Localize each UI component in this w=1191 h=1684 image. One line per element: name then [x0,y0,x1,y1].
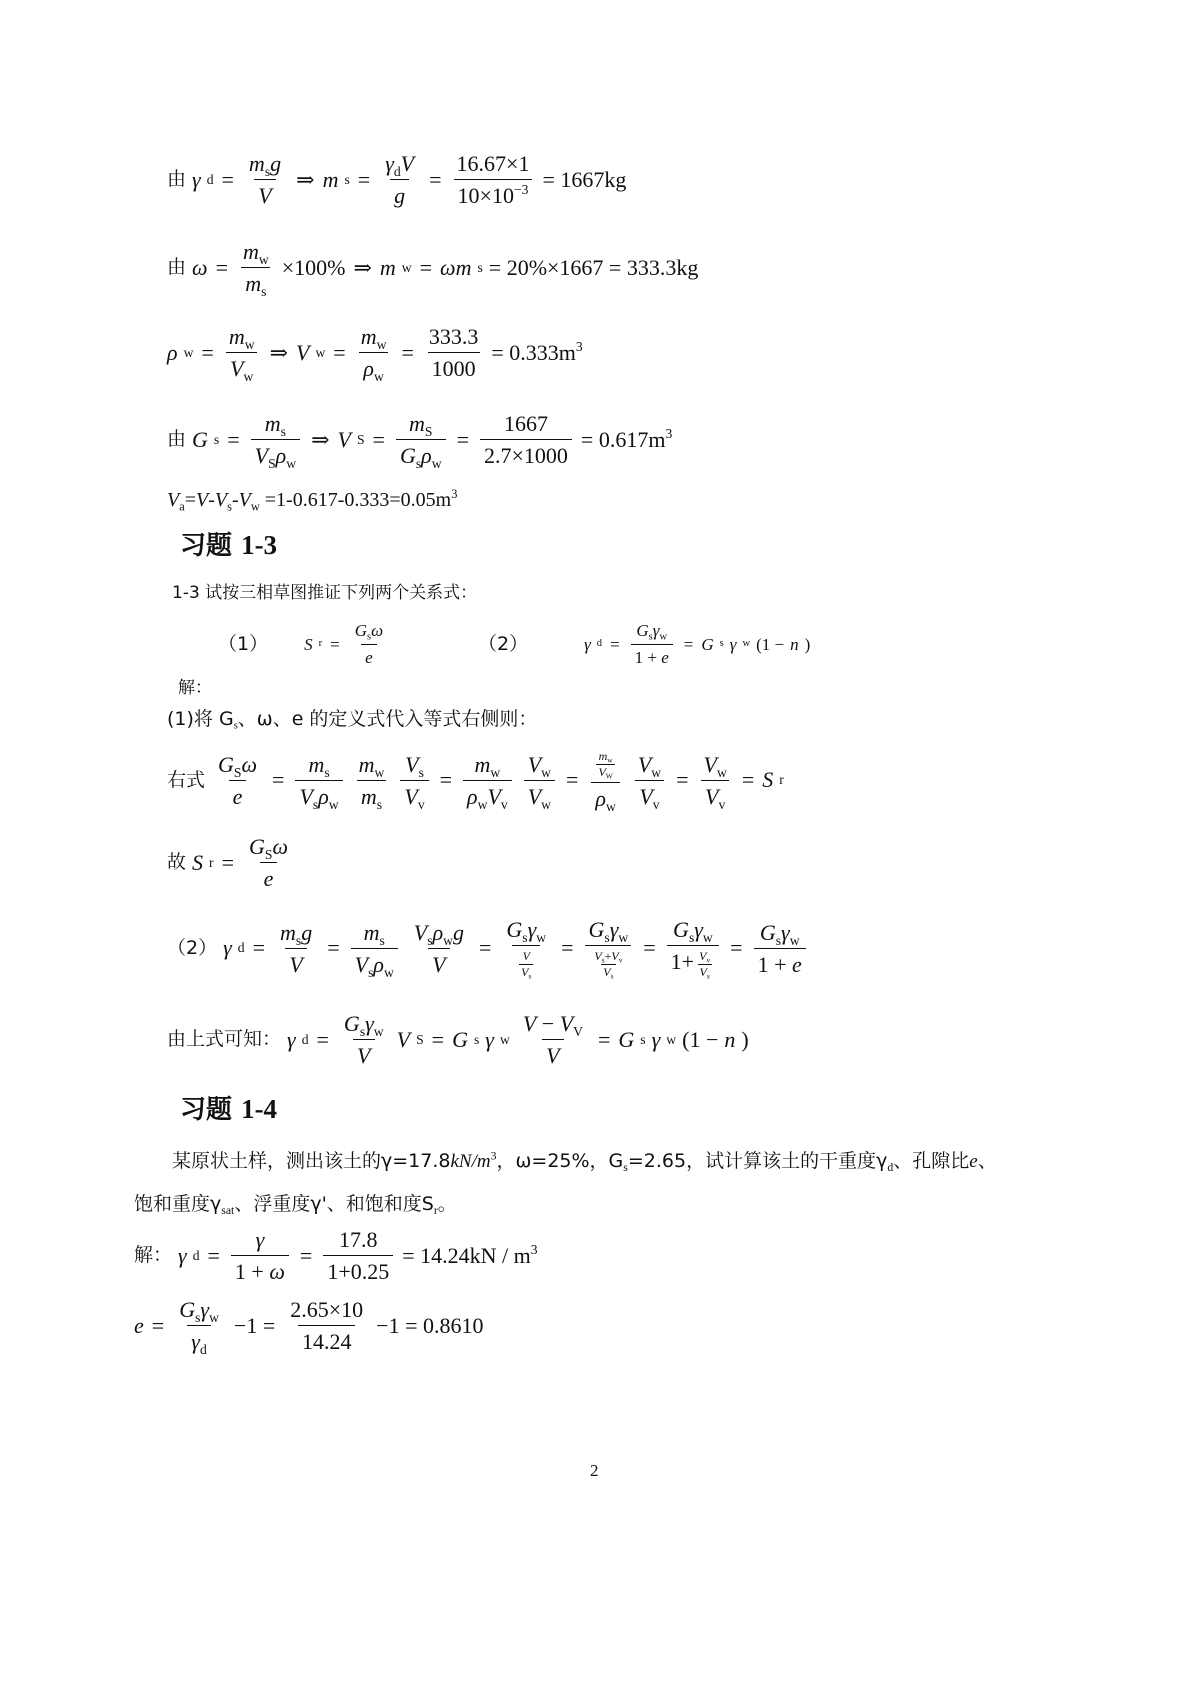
heading-number: 1-3 [241,530,278,560]
problem-part-e: 、 [977,1150,997,1172]
relation-item-1: （1） S r = $\frac{G_s\omega}{e}$ [218,621,384,667]
heading-label: 习题 [180,1095,242,1125]
solution-dry-unit-weight: 解： γ d = $\frac{\gamma}{1 + \omega}$ = $\frac{17.8}{1+0.25}$ = $14.24kN / m^3$ [134,1227,538,1285]
heading-exercise-1-4 [180,1096,277,1123]
eqa-result: = 14.24kN / m [402,1242,531,1268]
problem-part-c: =2.65，试计算该土的干重度γ [627,1150,888,1172]
eqa-numerator: 17.8 [339,1227,378,1252]
eq4-result: = 0.617m [580,426,666,452]
equation-dry-unit-weight: 由 γ d = $\frac{m_sg}{V}$ ⇒ m s = $\frac{\gamma_dV}{g}$ = $\frac{16.67\times 1}{10\times 10^{-3}}$ = 1667kg [167,151,627,209]
eq1-denominator: 10×10 [457,183,514,209]
step1-text: (1)将 G [167,708,234,730]
eqb-denominator: 14.24 [298,1325,356,1353]
item-2-label: （2） [478,632,529,655]
eq1-result: = 1667kg [542,166,627,192]
derivation-saturation: 右式 $\frac{G_S\omega}{e}$ = $\frac{m_s}{V_s\rho_w}$ $\frac{m_w}{m_s}$ $\frac{V_s}{V_v}$ = $\frac{m_w}{\rho_wV_v}$ $\frac{V_w}{V_w}$ = $\frac{\frac{m_w}{V_W}}{\rho_w}$ $\frac{V_w}{V_v}$ = $\frac{V_w}{V_v}$ = S r [167,749,784,814]
derivation-porosity-form: 由上式可知： γ d = $\frac{G_s\gamma_w}{V}$ V S = G s γ w $\frac{V - V_V}{V}$ = G s γ w (1 − n ) [167,1011,749,1069]
relation-item-2: （2） γ d = $\frac{G_s\gamma_w}{1 + e}$ = G s γ w (1 − n ) [478,621,811,667]
text-you: 由 [167,256,187,279]
air-volume-value: =1-0.617-0.333=0.05m [264,489,452,511]
equation-water-mass: 由 ω = $\frac{m_w}{m_s}$ ×100% ⇒ m w = ωm s = 20%×1667 = 333.3kg [167,239,699,299]
problem-prompt-1-3: 1-3 试按三相草图推证下列两个关系式： [172,583,478,603]
heading-number: 1-4 [241,1094,278,1124]
problem-line2-a: 饱和重度γ [134,1193,222,1215]
eq4-denominator: 2.7×1000 [480,439,572,467]
derivation-dry-unit-weight: （2） γ d = $\frac{m_sg}{V}$ = $\frac{m_s}{V_s\rho_w}$ $\frac{V_s\rho_wg}{V}$ = $\frac{G_s\gamma_w}{\frac{V}{V_s}}$ = $\frac{G_s\gamma_w}{\frac{V_s+V_v}{V_s}}$ = $G_s\gamma_w$ 1+ $\frac{V_v}{V_s}$ = $\frac{G_s\gamma_w}{1 + e}$ [167,918,809,978]
eq2-percent: ×100% [281,254,346,280]
solution-label-1-4: 解： [134,1244,173,1267]
problem-part-d: 、孔隙比 [893,1150,970,1172]
solution-step-1: (1)将 $G_s$、ω、e 的定义式代入等式右侧则： [167,708,538,732]
solution-label-1-3: 解： [178,678,212,698]
problem-line2-c: 。 [437,1193,457,1215]
problem-part-b: ，ω=25%，G [496,1150,624,1172]
heading-label: 习题 [180,531,242,561]
item-1-label: （1） [218,632,269,655]
eq3-denominator: 1000 [428,352,480,380]
problem-text-1-4-line1: 某原状土样，测出该土的$\gamma=17.8kN/m^3$，ω=25%，$G_s=2.65$，试计算该土的干重度$\gamma_d$、孔隙比e、 [172,1149,997,1175]
eq3-numerator: 333.3 [428,324,479,349]
equation-air-volume: $V_a=V-V_s-V_w =1-0.617-0.333=0.05m^3$ [167,486,458,514]
eqb-result: −1 = 0.8610 [376,1312,484,1338]
step1-text-rest: 、ω、e 的定义式代入等式右侧则： [237,708,538,730]
eqa-denominator: 1+0.25 [323,1255,393,1283]
text-you: 由 [167,428,187,451]
problem-unit: kN/m [450,1151,491,1172]
conclude-label: 由上式可知： [167,1028,282,1051]
eq2-rhs: = 20%×1667 = 333.3kg [488,254,699,280]
equation-solid-volume: 由 G s = $\frac{m_s}{V_S\rho_w}$ ⇒ V S = $\frac{m_S}{G_s\rho_w}$ = $\frac{1667}{2.7\times 1000}$ = $0.617m^3$ [167,411,673,471]
eq1-exponent: −3 [513,182,529,198]
equation-water-volume: ρ w = $\frac{m_w}{V_w}$ ⇒ V w = $\frac{m_w}{\rho_w}$ = $\frac{333.3}{1000}$ = $0.333m^3$ [167,324,583,384]
therefore-label: 故 [167,851,187,874]
text-you: 由 [167,168,187,191]
eq1-numerator: 16.67×1 [456,151,530,176]
solution-void-ratio: e = $\frac{G_s\gamma_w}{\gamma_d}$ −1 = $\frac{2.65\times 10}{14.24}$ −1 = 0.8610 [134,1297,484,1357]
part2-label: （2） [167,936,218,959]
eq4-numerator: 1667 [503,411,548,436]
problem-line2-b: 、浮重度γ'、和饱和度S [234,1193,434,1215]
problem-text-1-4-line2: 饱和重度$\gamma_{sat}$、浮重度γ'、和饱和度$S_r$。 [134,1193,457,1218]
right-side-label: 右式 [167,768,206,791]
problem-part-a: 某原状土样，测出该土的γ=17.8 [172,1150,451,1172]
eq3-result: = 0.333m [491,339,576,365]
eqb-numerator: 2.65×10 [290,1297,364,1322]
result-saturation: 故 S r = $\frac{G_S\omega}{e}$ [167,834,288,892]
heading-exercise-1-3 [180,532,277,559]
page-number: 2 [590,1461,599,1480]
